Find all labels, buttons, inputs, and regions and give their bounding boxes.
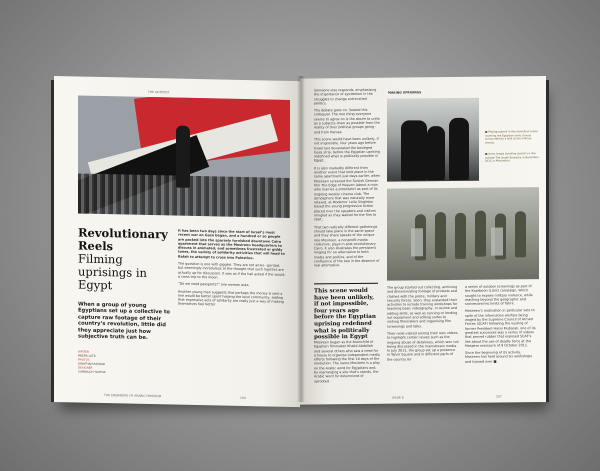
left-paragraph: “Do we need passports?” one woman asks. [178, 281, 250, 288]
right-page [300, 76, 546, 405]
right-body-column-2 [465, 284, 537, 395]
protester-figure [176, 126, 190, 188]
mid-paragraph: Someone else responds, emphasising the importance of symbolism in the struggles to change entrenched politics. [314, 87, 377, 106]
figure-silhouette [427, 126, 445, 180]
credit-designer-key: DESIGNER [78, 365, 93, 371]
figure-silhouette [401, 120, 427, 180]
hero-photo-protest [78, 96, 290, 218]
soldier-figure [455, 213, 466, 259]
photo-caption-1: ■ Photographers in the revolution scene covering the Egyptian army convoy surrounded by a wall at the military checks. [485, 130, 538, 145]
soldier-figure [515, 211, 526, 257]
photo-caption-2: ■ Army troops standing guard in a line outside The Israeli Embassy in November 2011 in Alexandria. [485, 152, 539, 163]
right-running-header: MAKING UPRISINGS [388, 90, 422, 95]
left-body-column [178, 229, 286, 396]
left-paragraph: Another young man suggests that perhaps the money is sent a line would be better spent helping the local community, adding that expressive acts of solidarity are really just a way of making themselves feel better [178, 289, 284, 307]
right-paragraph: Since the beginning of its activity, Mosireen has held around six workshops and trained over ■ [465, 350, 532, 364]
open-magazine [54, 76, 546, 402]
pull-quote: This scene would have been unlikely, if not impossible, four years ago before the Egyptian uprising redefined what is politically possible in Egypt [314, 283, 378, 341]
credit-photos-value: JONATHAN RASHAD [78, 361, 106, 367]
article-credits [78, 350, 170, 376]
left-page [54, 76, 300, 407]
photo-soldiers-line [387, 187, 539, 281]
left-paragraph: It has been two days since the start of Israel’s most recent war on Gaza began, and a hundred or so people are packed into the sparsely furnished downtown Cairo apartment that serves as the Mosireen headquarters to discuss in animated, and sometimes frustrated or giddy tones, the variety of solidarity activities that will head to Rafah to attempt to cross into Palestine. [178, 228, 285, 260]
credit-photos-key: PHOTOS [78, 357, 90, 363]
left-footer: THE ENGINEERS OF ARABIC FREEDOM [104, 393, 162, 399]
soldier-figure [435, 212, 446, 258]
right-paragraph: The group started out collecting, archiving and disseminating footage of protests and clashes with the police, military and security forces. Soon, they expanded their activities to include training workshops for teaching basic videography, in-review and editing skills, as well as running or lending out equipment and editing suites to visiting filmmakers and organising film screenings and talks. [387, 284, 458, 329]
figure-silhouette [449, 118, 469, 180]
article-subtitle: Filming uprisings in Egypt [78, 251, 147, 293]
right-page-number: 107 [496, 394, 502, 399]
article-intro: When a group of young Egyptians set up a collective to capture raw footage of their country’s revolution, little did they appreciate just how subjective truth can be. [78, 301, 170, 341]
riot-shield [411, 228, 423, 256]
left-paragraph: The question is one with giggles. They are not anxio- spirited, but seemingly incredulous at the thought that such logistics are actually up for discussion. It was as if the hall asked if the would-a cross trip to the moon. [178, 261, 286, 280]
mid-bottom-paragraph: Mosireen began as the brainchild of Egyptian filmmaker Khalid Abdallah and several others who saw a need for a house to organise independent media efforts following the first 18 days of the revolution. The name Mosireen is a play on the Arabic word for Egyptians and, by rearranging a site that’s stands, the Arabic word for determined of uprooted. [314, 339, 380, 384]
mid-paragraph: The debate goes on. Seated this colloquial. The one thing everyone seems to agree on is the desire to unite as a subjects dram as possible from the reality of their political groups going - and from Hamas. [314, 108, 380, 135]
right-paragraph: Mosireen’s motivation in particular sets to spite of the information warfare being waged by the Supreme Council of Armed Forces (SCAF) following the ousting of former President Hosni Mubarak, one of its greatest successes was a series of videos that proved rubber that exposed SCAF’s lies about the use of deadly force at the Maspero massacre of 9 October 2011. [465, 308, 536, 348]
article-title: Revolutionary Reels [78, 225, 168, 254]
mid-paragraph: That two radically different gatherings should take place in the same space and they share speaks of the unique role Mosireen, a nonprofit media collective, plays in post-revolutionary Cairo. It also illustrates the persistent longing for an alternative to both media and politics, and of the confluence of the two in the absence of real alternative. [314, 224, 380, 268]
mid-paragraph: This scene would have been unlikely, if not impossible, four years ago before Israel last devastated the besieged Gaza strip, before the Egyptian uprising redefined what is politically possible in Egypt. [314, 136, 380, 163]
mid-bottom-column [314, 340, 380, 397]
left-running-header: THE OUTPOST [148, 89, 170, 95]
photo-veiled-women [387, 98, 479, 182]
left-page-number: 100 [240, 395, 246, 401]
article-title-block [78, 227, 170, 376]
right-paragraph: Their most-visited among their own videos to highlight certain issues such as the ongoing abuse of detainees, which won not being discussed in the mainstream media. In July 2011, the group set up a presence in Tahrir Square and in different parts of the country for [387, 330, 459, 362]
credit-writer-value: MEERA LUTZ [78, 353, 96, 359]
mid-paragraph: It is also markedly different from another event that took place in the same apartment just days earlier, when Mosireen screened the Turkish German film The Edge of Heaven (about a man who marries a prostitute) as part of its ongoing weekly cinema club. The atmosphere that was naturally more relaxed, at Moderno’ Leila Singleton based the young progressive Arabic placed over the speakers and visitors mingled as they waited for the film to start. [314, 165, 380, 222]
riot-shield [491, 227, 503, 255]
right-body-column-1 [387, 285, 459, 396]
right-footer: ISSUE 6 [392, 395, 404, 400]
right-paragraph: a series of outdoor screenings as part of the Kazeboon (Liars) campaign, which sought to expose military violence, while reaching beyond the geographic and socioeconomic limits of Tahrir. [465, 284, 533, 307]
soldier-figure [475, 211, 486, 257]
credit-designer-value: SUPANUCH YAUTHA [78, 369, 106, 375]
mid-body-column [314, 88, 380, 279]
credit-writer-key: WRITER [78, 349, 89, 355]
spine-gutter [297, 76, 305, 402]
